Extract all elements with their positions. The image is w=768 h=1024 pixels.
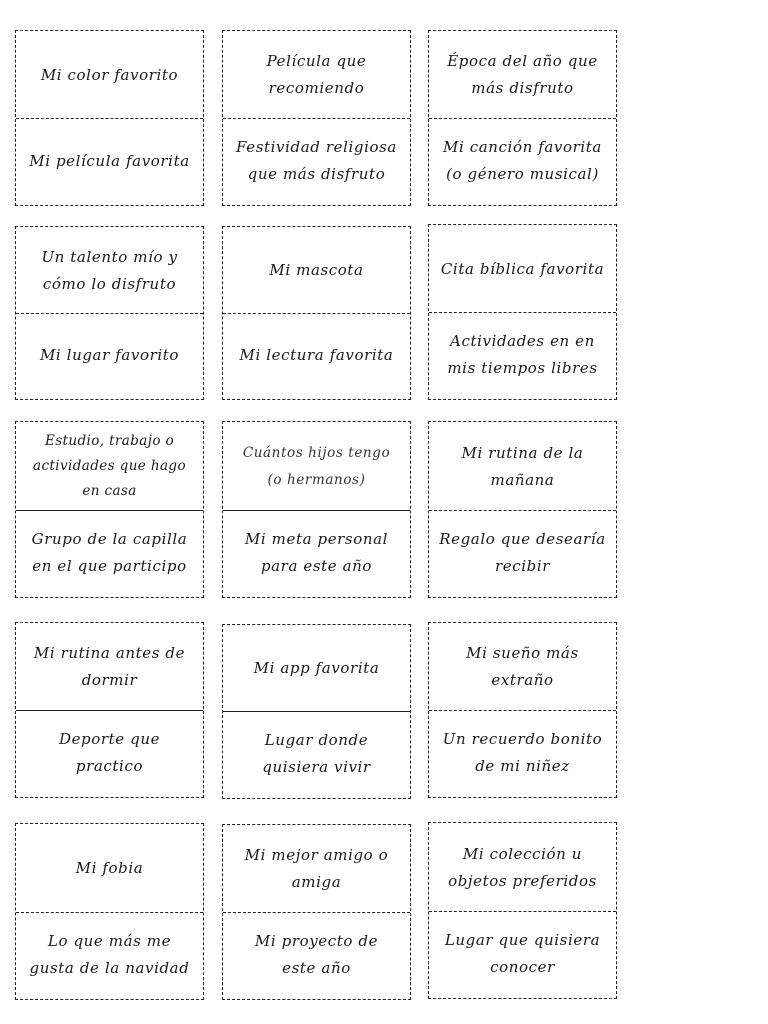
- card-7: [15, 421, 204, 598]
- card-prompt: Cuántos hijos tengo (o hermanos): [242, 444, 391, 488]
- card-11-bottom: [223, 710, 410, 798]
- card-10: [15, 622, 204, 798]
- card-7-top: [16, 422, 203, 511]
- card-prompt: Mi color favorito: [40, 65, 179, 84]
- card-2: [222, 30, 411, 206]
- card-7-bottom: [16, 509, 203, 597]
- card-prompt: Regalo que desearía recibir: [439, 530, 606, 575]
- card-1-top: [16, 31, 203, 119]
- card-8-top: [223, 422, 410, 511]
- card-2-top: [223, 31, 410, 119]
- card-6: [428, 224, 617, 400]
- card-prompt: Mi proyecto de este año: [254, 932, 379, 977]
- card-prompt: Estudio, trabajo o actividades que hago en casa: [33, 433, 186, 499]
- card-12-bottom: [429, 709, 616, 797]
- card-prompt: Mi meta personal para este año: [244, 530, 389, 575]
- card-13: [15, 823, 204, 1000]
- card-prompt: Mi rutina antes de dormir: [33, 644, 186, 689]
- card-5-top: [223, 227, 410, 314]
- card-4: [15, 226, 204, 400]
- card-11-top: [223, 625, 410, 712]
- card-prompt: Mi lugar favorito: [39, 346, 180, 364]
- card-11: [222, 624, 411, 799]
- card-13-bottom: [16, 911, 203, 999]
- card-15-bottom: [429, 910, 616, 998]
- card-3-bottom: [429, 117, 616, 205]
- card-4-top: [16, 227, 203, 314]
- card-prompt: Mi colección u objetos preferidos: [448, 844, 597, 890]
- card-prompt: Mi película favorita: [29, 151, 190, 170]
- card-6-top: [429, 225, 616, 313]
- card-prompt: Un recuerdo bonito de mi niñez: [442, 730, 603, 775]
- card-prompt: Mi mejor amigo o amiga: [244, 846, 389, 891]
- card-prompt: Un talento mío y cómo lo disfruto: [41, 247, 178, 293]
- card-prompt: Mi mascota: [269, 261, 364, 279]
- card-prompt: Mi lectura favorita: [239, 346, 394, 364]
- card-14: [222, 824, 411, 1000]
- card-prompt: Época del año que más disfruto: [447, 52, 598, 97]
- card-6-bottom: [429, 311, 616, 399]
- card-14-top: [223, 825, 410, 913]
- card-prompt: Lugar donde quisiera vivir: [262, 731, 371, 776]
- card-9-top: [429, 422, 616, 511]
- card-4-bottom: [16, 312, 203, 399]
- card-5: [222, 226, 411, 400]
- card-3: [428, 30, 617, 206]
- card-14-bottom: [223, 911, 410, 999]
- card-prompt: Deporte que practico: [58, 730, 161, 775]
- card-12: [428, 622, 617, 798]
- card-1-bottom: [16, 117, 203, 205]
- card-2-bottom: [223, 117, 410, 205]
- card-10-bottom: [16, 709, 203, 797]
- card-prompt: Mi rutina de la mañana: [461, 443, 584, 489]
- card-13-top: [16, 824, 203, 913]
- card-9: [428, 421, 617, 598]
- card-8: [222, 421, 411, 598]
- card-prompt: Festividad religiosa que más disfruto: [236, 138, 397, 183]
- card-prompt: Mi fobia: [75, 859, 144, 877]
- card-prompt: Grupo de la capilla en el que participo: [31, 530, 188, 575]
- card-prompt: Lugar que quisiera conocer: [444, 931, 601, 976]
- card-15-top: [429, 823, 616, 912]
- card-10-top: [16, 623, 203, 711]
- card-15: [428, 822, 617, 999]
- card-9-bottom: [429, 509, 616, 597]
- card-prompt: Mi app favorita: [253, 659, 380, 677]
- card-3-top: [429, 31, 616, 119]
- card-prompt: Mi sueño más extraño: [466, 644, 579, 689]
- card-8-bottom: [223, 509, 410, 597]
- card-prompt: Lo que más me gusta de la navidad: [29, 932, 190, 977]
- card-5-bottom: [223, 312, 410, 399]
- card-12-top: [429, 623, 616, 711]
- card-prompt: Película que recomiendo: [266, 52, 367, 97]
- card-1: [15, 30, 204, 206]
- card-prompt: Actividades en en mis tiempos libres: [447, 332, 598, 377]
- card-prompt: Mi canción favorita (o género musical): [443, 138, 602, 183]
- card-prompt: Cita bíblica favorita: [440, 259, 605, 278]
